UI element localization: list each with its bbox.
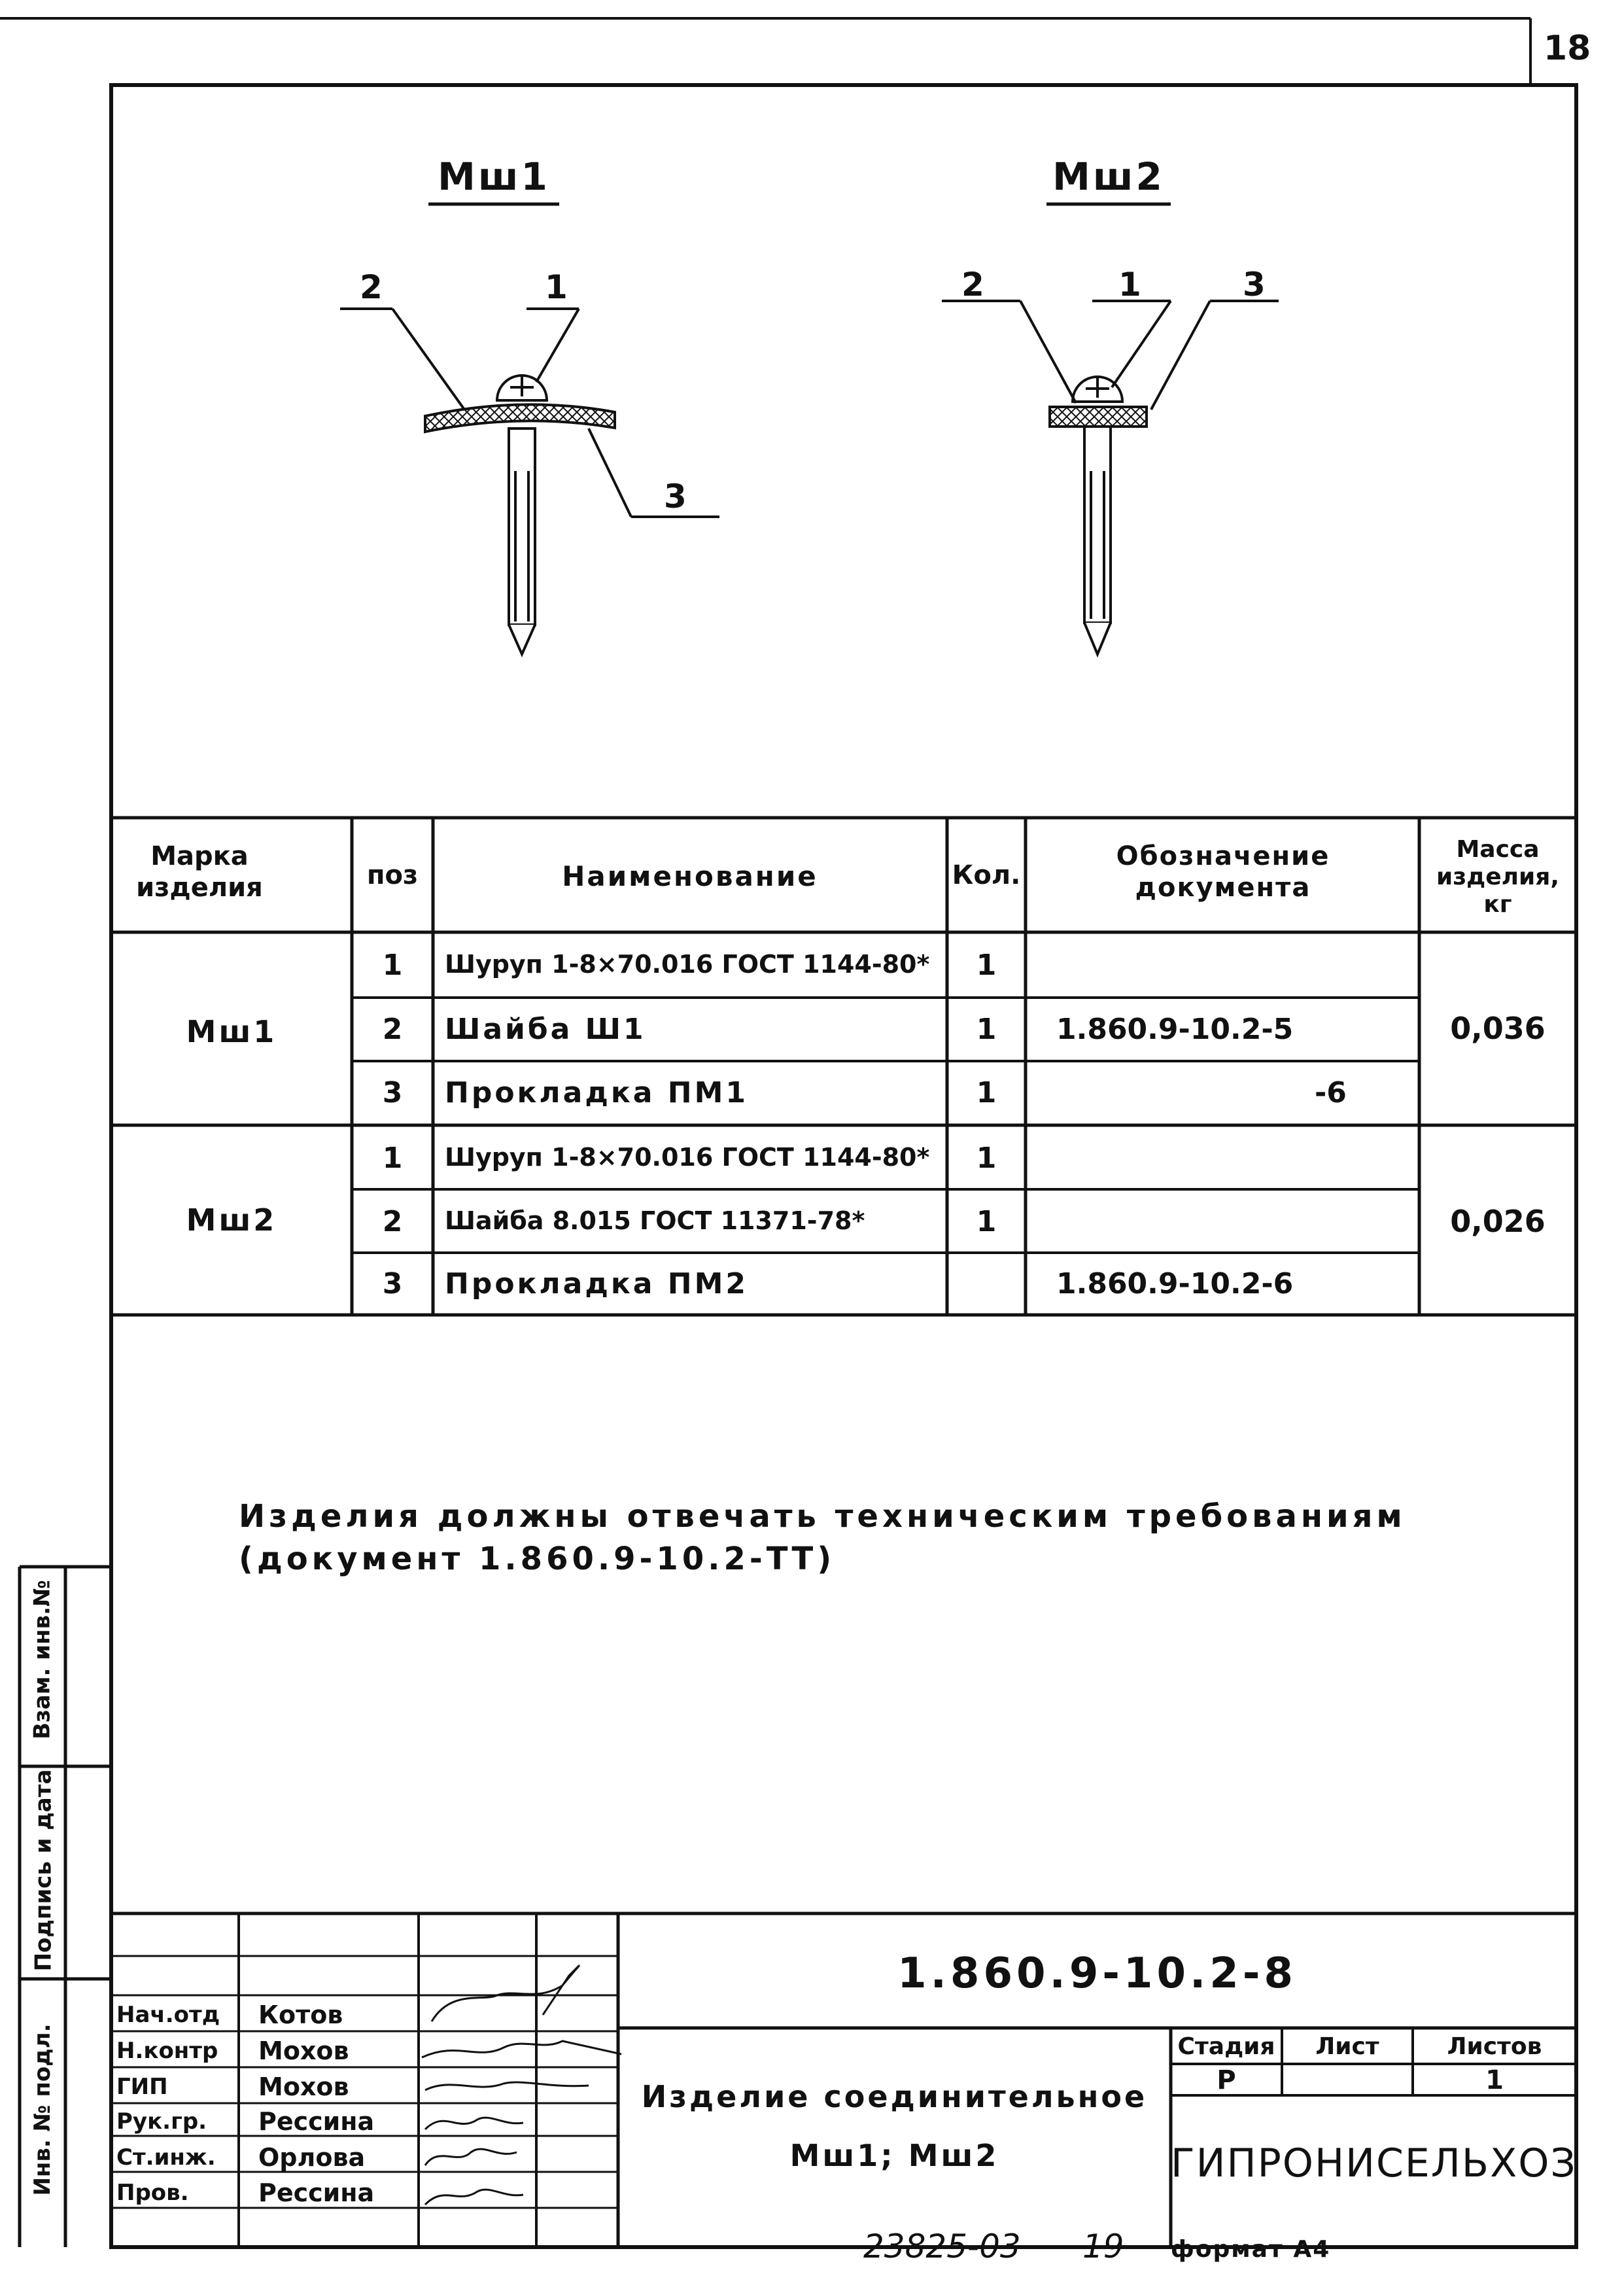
stage-label: Стадия <box>1177 2033 1275 2060</box>
group-mark-mw1: Мш1 <box>186 1014 277 1049</box>
product-title-line-1: Изделие соединительное <box>641 2079 1148 2114</box>
staff-name: Мохов <box>258 2036 349 2065</box>
row-pos: 2 <box>382 1205 403 1238</box>
row-qty: 1 <box>976 949 997 982</box>
row-name: Шуруп 1-8×70.016 ГОСТ 1144-80* <box>445 1143 930 1172</box>
row-qty: 1 <box>976 1076 997 1109</box>
callout-mw1-2: 2 <box>360 268 383 306</box>
row-pos: 1 <box>382 1142 403 1175</box>
drawing-title-mw1: Мш1 <box>438 154 550 199</box>
row-doc: 1.860.9-10.2-6 <box>1056 1267 1294 1301</box>
row-doc: -6 <box>1315 1076 1347 1109</box>
staff-role: Нач.отд <box>116 2002 220 2028</box>
sheet-number: 18 <box>1544 29 1591 68</box>
archive-number: 23825-03 <box>863 2227 1021 2265</box>
staff-name: Рессина <box>258 2178 375 2207</box>
row-name: Прокладка ПМ2 <box>445 1267 748 1301</box>
side-stamp-sign-date: Подпись и дата <box>30 1769 57 1972</box>
note-line-1: Изделия должны отвечать техническим требованиям <box>239 1498 1406 1535</box>
staff-name: Орлова <box>258 2143 366 2172</box>
staff-name: Котов <box>258 2000 343 2029</box>
row-pos: 2 <box>382 1013 403 1046</box>
drawing-title-mw2: Мш2 <box>1052 154 1165 199</box>
row-pos: 1 <box>382 949 403 982</box>
row-qty: 1 <box>976 1142 997 1175</box>
callout-mw2-1: 1 <box>1118 266 1141 304</box>
group-mark-mw2: Мш2 <box>186 1202 277 1238</box>
side-stamp-inv-original: Инв. № подл. <box>29 2023 56 2196</box>
mw1-drawing <box>340 204 719 654</box>
callout-mw1-3: 3 <box>664 478 687 515</box>
stage-value: Р <box>1217 2065 1236 2095</box>
signatures <box>422 1966 621 2205</box>
header-mass: Масса изделия, кг <box>1436 836 1559 918</box>
mw2-drawing <box>942 204 1279 654</box>
staff-role: Пров. <box>116 2180 189 2206</box>
document-code: 1.860.9-10.2-8 <box>897 1949 1297 1998</box>
header-pos: поз <box>366 860 419 890</box>
product-title-line-2: Мш1; Мш2 <box>789 2138 999 2173</box>
row-pos: 3 <box>382 1267 403 1301</box>
page-number: 19 <box>1082 2227 1124 2265</box>
header-doc: Обозначение документа <box>1116 841 1330 903</box>
header-name: Наименование <box>562 860 818 892</box>
organization-name: ГИПРОНИСЕЛЬХОЗ <box>1171 2140 1577 2186</box>
row-name: Шайба 8.015 ГОСТ 11371-78* <box>445 1206 865 1235</box>
sheets-label: Листов <box>1447 2033 1542 2060</box>
staff-name: Рессина <box>258 2107 375 2136</box>
row-name: Шайба Ш1 <box>445 1013 646 1046</box>
group-mass-mw2: 0,026 <box>1450 1204 1546 1239</box>
header-mark: Марка изделия <box>136 841 263 903</box>
callout-mw2-2: 2 <box>961 266 984 304</box>
callout-mw2-3: 3 <box>1243 266 1266 304</box>
staff-role: Н.контр <box>116 2038 218 2064</box>
header-qty: Кол. <box>952 860 1021 890</box>
staff-role: Рук.гр. <box>116 2108 207 2135</box>
sheet-label: Лист <box>1315 2033 1379 2060</box>
callout-mw1-1: 1 <box>545 268 568 306</box>
group-mass-mw1: 0,036 <box>1450 1011 1546 1046</box>
row-pos: 3 <box>382 1076 403 1109</box>
row-qty: 1 <box>976 1013 997 1046</box>
format-label: формат А4 <box>1171 2236 1331 2263</box>
row-name: Шуруп 1-8×70.016 ГОСТ 1144-80* <box>445 950 930 979</box>
staff-role: ГИП <box>116 2074 168 2100</box>
row-doc: 1.860.9-10.2-5 <box>1056 1013 1294 1046</box>
note-line-2: (документ 1.860.9-10.2-ТТ) <box>239 1541 836 1577</box>
staff-name: Мохов <box>258 2072 349 2101</box>
staff-role: Ст.инж. <box>116 2144 216 2171</box>
side-stamp-replaced-inv: Взам. инв.№ <box>29 1580 56 1739</box>
sheets-value: 1 <box>1485 2065 1504 2095</box>
row-name: Прокладка ПМ1 <box>445 1076 748 1109</box>
row-qty: 1 <box>976 1205 997 1238</box>
